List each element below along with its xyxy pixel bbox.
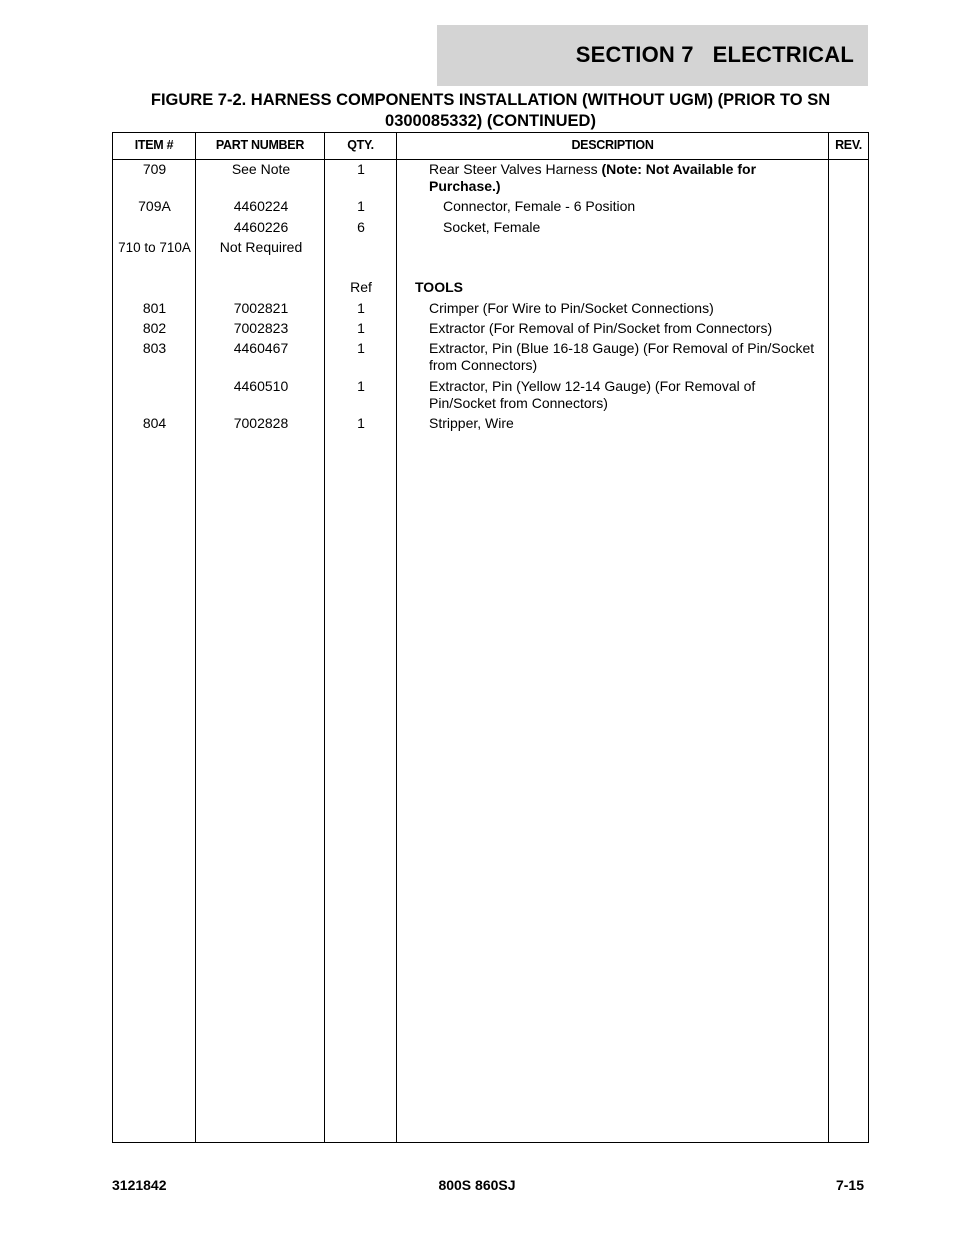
description: Connector, Female - 6 Position: [443, 198, 636, 214]
part-number: 4460510: [233, 378, 289, 394]
part-number: 7002828: [233, 415, 289, 431]
part-number: 4460224: [233, 198, 289, 214]
item-number: 804: [142, 415, 167, 431]
column-divider: [195, 133, 196, 1142]
description: Stripper, Wire: [429, 415, 514, 431]
quantity: 1: [357, 340, 365, 356]
column-divider: [396, 133, 397, 1142]
description: Socket, Female: [443, 219, 541, 235]
quantity: 1: [357, 161, 365, 177]
part-number: 7002821: [233, 300, 289, 316]
quantity: 6: [357, 219, 365, 235]
column-header-qty: QTY.: [347, 138, 374, 152]
item-number: 709: [142, 161, 167, 177]
footer-doc-number: 3121842: [112, 1177, 167, 1193]
quantity: 1: [357, 300, 365, 316]
header-divider: [113, 159, 868, 160]
section-banner: [437, 25, 868, 86]
description: Extractor, Pin (Yellow 12-14 Gauge) (For Removal of Pin/Socket from Connectors): [429, 378, 756, 411]
quantity: 1: [357, 198, 365, 214]
parts-table: [112, 132, 869, 1143]
quantity: 1: [357, 415, 365, 431]
part-number: Not Required: [219, 239, 303, 255]
part-number: See Note: [231, 161, 291, 177]
item-number: 802: [142, 320, 167, 336]
quantity: Ref: [350, 279, 372, 295]
item-number: 801: [142, 300, 167, 316]
item-number: 710 to 710A: [118, 240, 191, 255]
group-heading: TOOLS: [415, 279, 463, 295]
description-note: (Note: Not Available for Purchase.): [429, 161, 757, 194]
column-header-part-number: PART NUMBER: [215, 138, 305, 152]
description: Extractor, Pin (Blue 16-18 Gauge) (For Removal of Pin/Socket from Connectors): [429, 340, 815, 373]
description: Crimper (For Wire to Pin/Socket Connections): [429, 300, 714, 316]
footer-model: 800S 860SJ: [438, 1177, 516, 1193]
item-number: 709A: [138, 198, 171, 214]
description: [429, 161, 769, 195]
quantity: 1: [357, 378, 365, 394]
description-text: Rear Steer Valves Harness: [429, 161, 602, 177]
column-header-description: DESCRIPTION: [571, 138, 654, 152]
item-number: 803: [142, 340, 167, 356]
section-title: SECTION 7 ELECTRICAL: [575, 42, 854, 67]
column-divider: [828, 133, 829, 1142]
part-number: 4460467: [233, 340, 289, 356]
figure-title: FIGURE 7-2. HARNESS COMPONENTS INSTALLATION (WITHOUT UGM) (PRIOR TO SN 0300085332) (CONTINUED): [150, 91, 831, 130]
column-header-item: ITEM #: [134, 138, 174, 152]
part-number: 4460226: [233, 219, 289, 235]
footer-page-number: 7-15: [835, 1177, 864, 1193]
part-number: 7002823: [233, 320, 289, 336]
quantity: 1: [357, 320, 365, 336]
column-header-rev: REV.: [835, 138, 862, 152]
column-divider: [324, 133, 325, 1142]
description: Extractor (For Removal of Pin/Socket from Connectors): [429, 320, 773, 336]
